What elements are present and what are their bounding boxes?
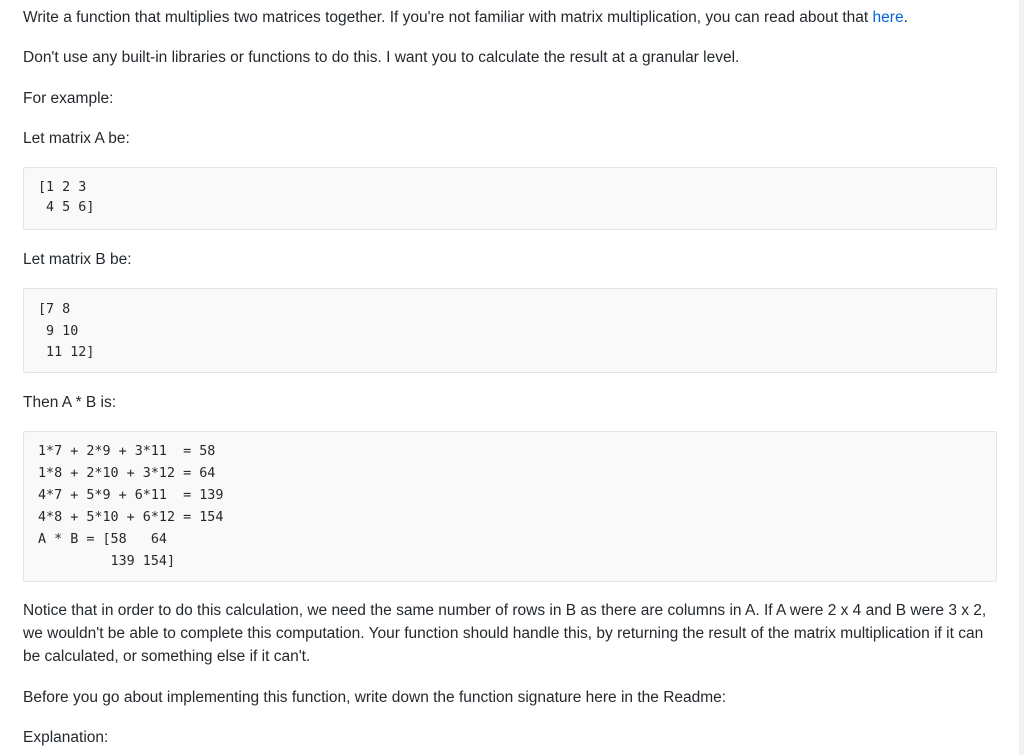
result-label: Then A * B is: <box>23 394 117 411</box>
result-code-block <box>23 431 997 582</box>
signature-prompt: Before you go about implementing this function, write down the function signature here in the Readme: <box>23 689 727 706</box>
matrix-b-code: [7 8 9 10 11 12] <box>38 302 95 360</box>
notice-paragraph: Notice that in order to do this calculation, we need the same number of rows in B as there are columns in A. If A were 2 x 4 and B were 3 x 2, we wouldn't be able to complete this computation. Your function should handle this, by returning the result of the matrix multiplication if it can be calculated, or something else if it can't. <box>23 602 987 665</box>
intro-paragraph <box>23 6 997 29</box>
example-label: For example: <box>23 90 114 107</box>
matrix-a-label: Let matrix A be: <box>23 130 130 147</box>
explanation-label: Explanation: <box>23 729 109 746</box>
matrix-multiplication-link[interactable]: here <box>872 9 904 26</box>
matrix-a-code-block <box>23 167 997 230</box>
result-code: 1*7 + 2*9 + 3*11 = 58 1*8 + 2*10 + 3*12 = 64 4*7 + 5*9 + 6*11 = 139 4*8 + 5*10 + 6*12 = 154 A * B = [58 64 139 154] <box>38 444 224 569</box>
page-scrollbar[interactable] <box>1019 0 1024 755</box>
matrix-a-code: [1 2 3 4 5 6] <box>38 180 95 215</box>
intro-period: . <box>903 9 908 26</box>
matrix-b-label: Let matrix B be: <box>23 251 132 268</box>
instruction-paragraph: Don't use any built-in libraries or functions to do this. I want you to calculate the result at a granular level. <box>23 49 740 66</box>
matrix-b-code-block <box>23 288 997 373</box>
intro-text: Write a function that multiplies two matrices together. If you're not familiar with matrix multiplication, you can read about that <box>23 9 873 26</box>
